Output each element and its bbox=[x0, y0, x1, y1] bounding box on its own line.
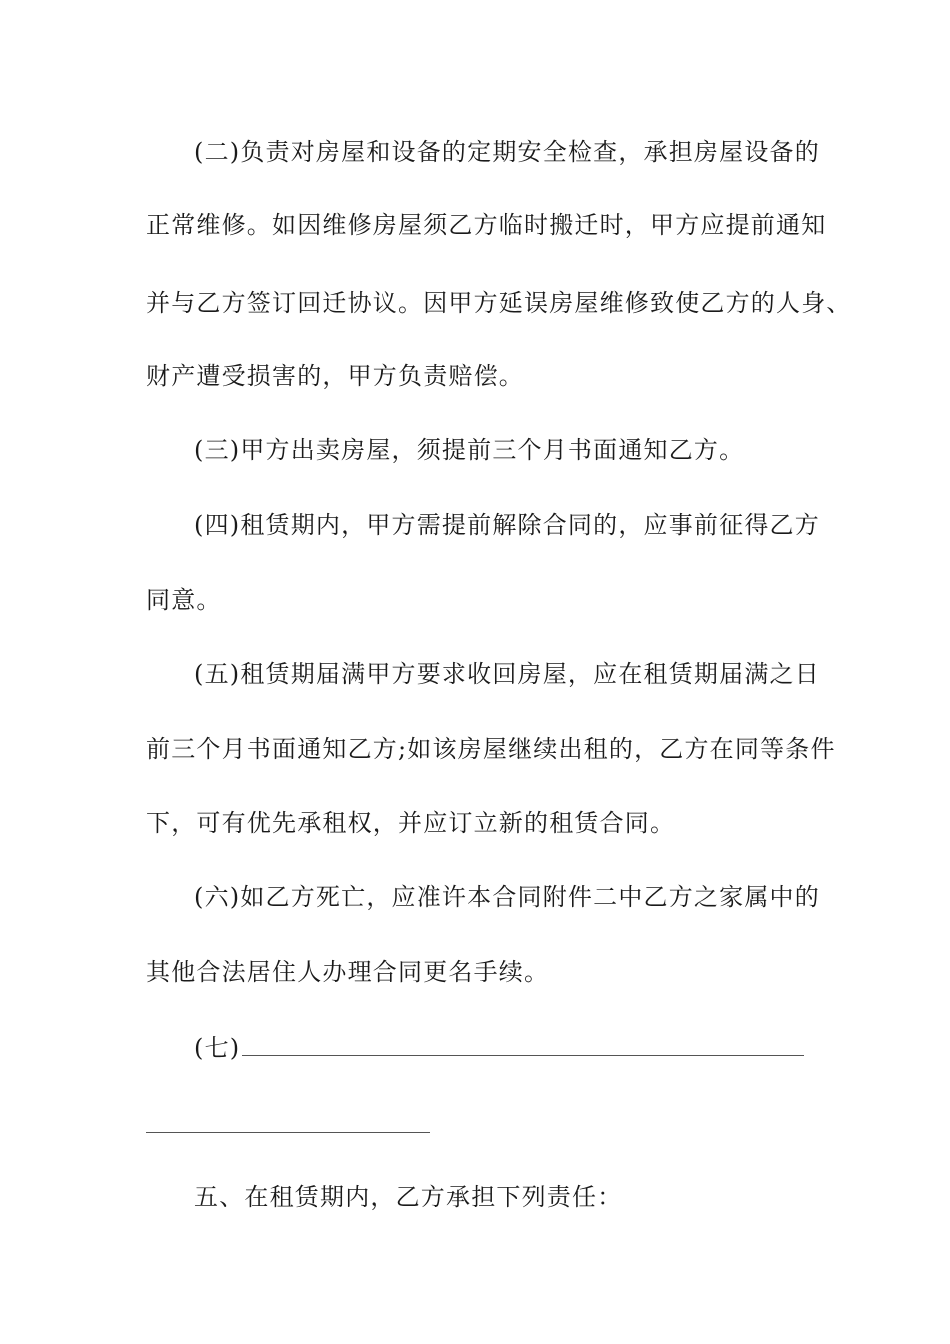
paragraph-7-line bbox=[194, 1033, 804, 1063]
paragraph-3-line-1: (三)甲方出卖房屋，须提前三个月书面通知乙方。 bbox=[194, 436, 745, 464]
paragraph-4-line-2: 同意。 bbox=[146, 586, 222, 614]
paragraph-2-line-1: (二)负责对房屋和设备的定期安全检查，承担房屋设备的 bbox=[194, 138, 820, 166]
paragraph-6-line-2: 其他合法居住人办理合同更名手续。 bbox=[146, 958, 550, 986]
paragraph-5-line-3: 下，可有优先承租权，并应订立新的租赁合同。 bbox=[146, 809, 676, 837]
paragraph-2-line-4: 财产遭受损害的，甲方负责赔偿。 bbox=[146, 362, 524, 390]
paragraph-5-line-2: 前三个月书面通知乙方;如该房屋继续出租的，乙方在同等条件 bbox=[146, 735, 836, 763]
paragraph-2-line-3: 并与乙方签订回迁协议。因甲方延误房屋维修致使乙方的人身、 bbox=[146, 289, 852, 317]
fill-in-blank-line bbox=[242, 1033, 804, 1056]
paragraph-7-label: (七) bbox=[194, 1034, 241, 1062]
paragraph-4-line-1: (四)租赁期内，甲方需提前解除合同的，应事前征得乙方 bbox=[194, 511, 820, 539]
paragraph-6-line-1: (六)如乙方死亡，应准许本合同附件二中乙方之家属中的 bbox=[194, 883, 820, 911]
fill-in-blank-continuation bbox=[146, 1132, 430, 1133]
section-5-heading: 五、在租赁期内，乙方承担下列责任： bbox=[194, 1183, 623, 1211]
paragraph-2-line-2: 正常维修。如因维修房屋须乙方临时搬迁时，甲方应提前通知 bbox=[146, 211, 827, 239]
paragraph-5-line-1: (五)租赁期届满甲方要求收回房屋，应在租赁期届满之日 bbox=[194, 660, 820, 688]
